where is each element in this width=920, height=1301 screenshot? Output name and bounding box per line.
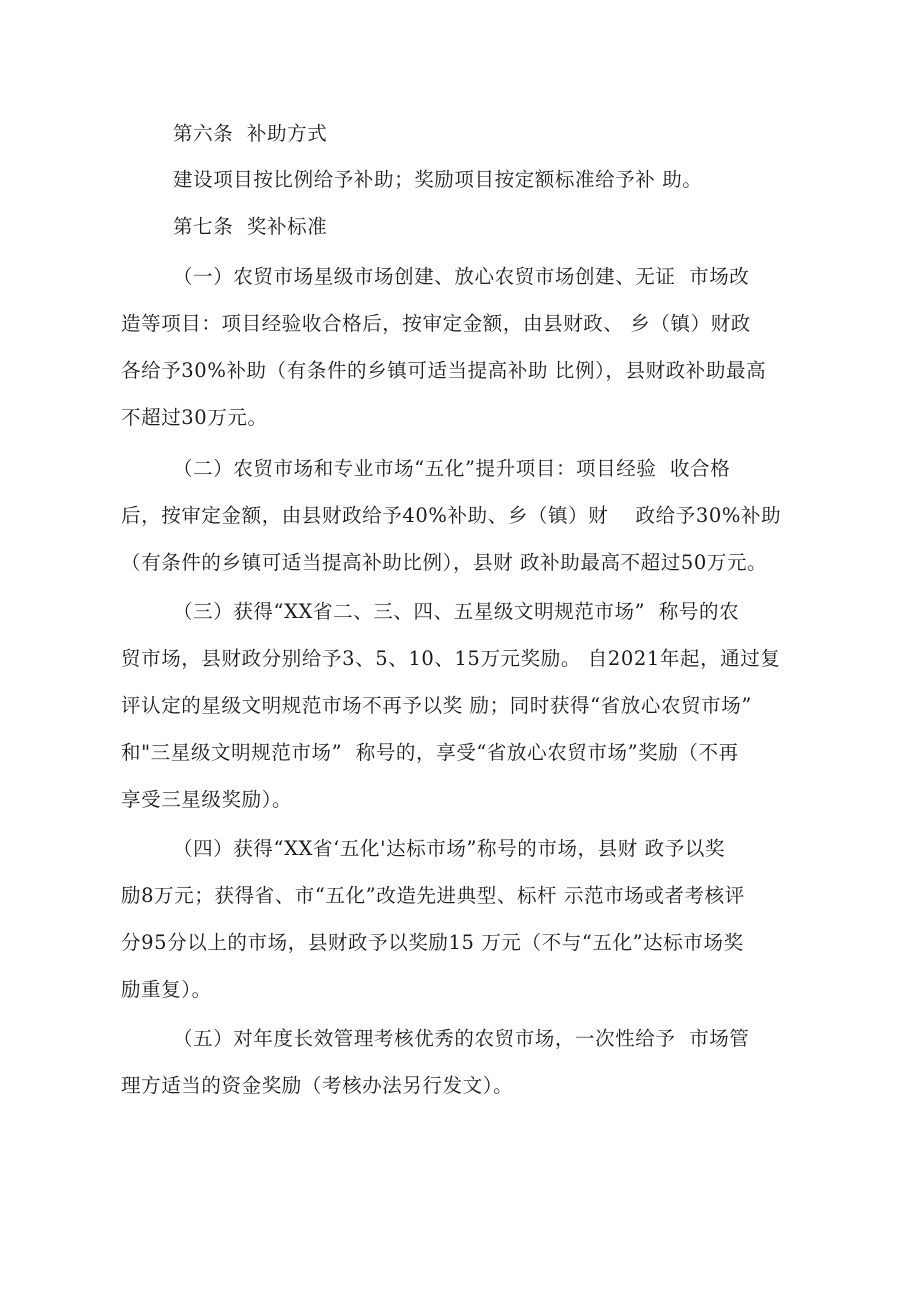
- paragraph-3-line-4: 和"三星级文明规范市场” 称号的，享受“省放心农贸市场”奖励（不再: [121, 741, 739, 764]
- paragraph-3-line-5: 享受三星级奖励）。: [121, 788, 293, 811]
- paragraph-2-line-2: 后，按审定金额，由县财政给予40%补助、乡（镇）财 政给予30%补助: [121, 504, 782, 527]
- paragraph-3-line-2: 贸市场，县财政分别给予3、5、10、15万元奖励。 自2021年起，通过复: [121, 647, 781, 670]
- paragraph-4-line-3: 分95分以上的市场，县财政予以奖励15 万元（不与“五化”达标市场奖: [121, 931, 744, 954]
- article-6-body: 建设项目按比例给予补助；奖励项目按定额标准给予补 助。: [173, 168, 703, 191]
- paragraph-4-line-2: 励8万元；获得省、市“五化”改造先进典型、标杆 示范市场或者考核评: [121, 884, 745, 907]
- paragraph-4-line-4: 励重复）。: [121, 978, 212, 1001]
- paragraph-1-line-4: 不超过30万元。: [121, 406, 268, 429]
- paragraph-1-line-3: 各给予30%补助（有条件的乡镇可适当提高补助 比例），县财政补助最高: [121, 359, 767, 382]
- paragraph-4-line-1: （四）获得“XX省‘五化'达标市场”称号的市场，县财 政予以奖: [173, 837, 726, 860]
- paragraph-1-line-1: （一）农贸市场星级市场创建、放心农贸市场创建、无证 市场改: [173, 265, 750, 288]
- paragraph-2-line-3: （有条件的乡镇可适当提高补助比例），县财 政补助最高不超过50万元。: [121, 551, 768, 574]
- paragraph-5-line-2: 理方适当的资金奖励（考核办法另行发文）。: [121, 1074, 514, 1097]
- paragraph-3-line-3: 评认定的星级文明规范市场不再予以奖 励；同时获得“省放心农贸市场”: [121, 694, 752, 717]
- paragraph-5-line-1: （五）对年度长效管理考核优秀的农贸市场，一次性给予 市场管: [173, 1027, 750, 1050]
- paragraph-2-line-1: （二）农贸市场和专业市场“五化”提升项目：项目经验 收合格: [173, 457, 731, 480]
- article-6-heading: 第六条 补助方式: [173, 122, 328, 145]
- article-7-heading: 第七条 奖补标准: [173, 215, 328, 238]
- paragraph-1-line-2: 造等项目：项目经验收合格后，按审定金额，由县财政、 乡（镇）财政: [121, 312, 751, 335]
- paragraph-3-line-1: （三）获得“XX省二、三、四、五星级文明规范市场” 称号的农: [173, 600, 740, 623]
